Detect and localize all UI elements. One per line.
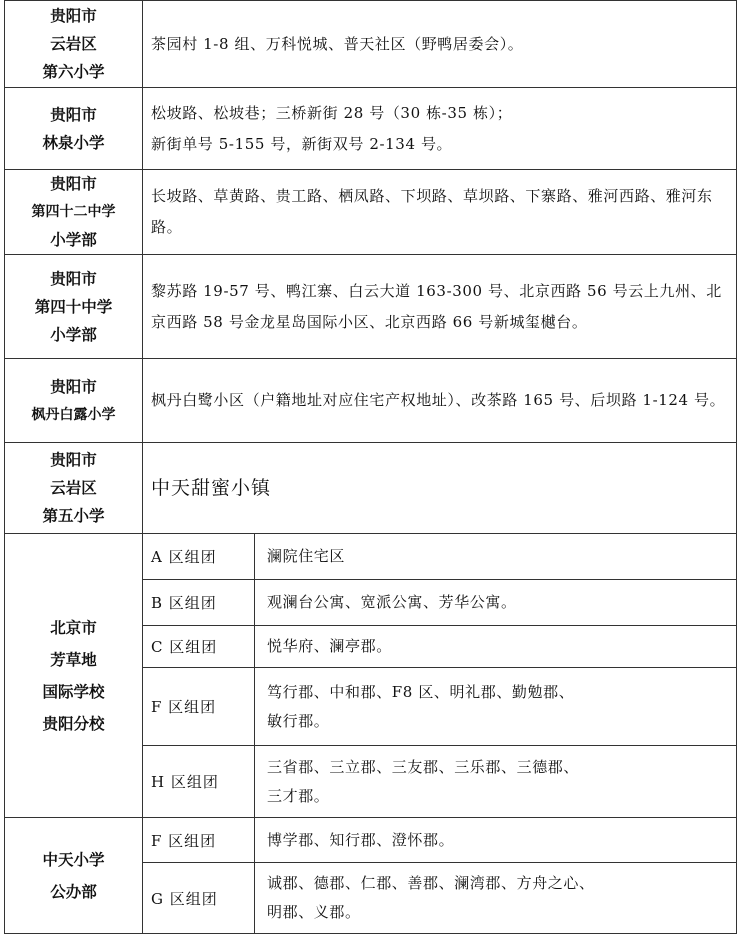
group-address-cell: 博学郡、知行郡、澄怀郡。 xyxy=(255,818,737,863)
address-cell: 中天甜蜜小镇 xyxy=(143,443,737,534)
school-name-line: 贵阳分校 xyxy=(42,714,105,733)
address-line: 敏行郡。 xyxy=(267,711,330,730)
school-name-line: 小学部 xyxy=(50,325,97,344)
group-address-cell: 澜院住宅区 xyxy=(255,534,737,580)
table-row xyxy=(5,534,737,580)
group-name-cell: B 区组团 xyxy=(143,580,255,626)
address-line: 诚郡、德郡、仁郡、善郡、澜湾郡、方舟之心、 xyxy=(267,874,595,892)
group-name-cell: F 区组团 xyxy=(143,818,255,863)
group-name-cell: C 区组团 xyxy=(143,626,255,668)
school-name-cell xyxy=(5,359,143,443)
table-row xyxy=(5,1,737,88)
group-address-cell xyxy=(255,746,737,818)
group-name-cell: H 区组团 xyxy=(143,746,255,818)
school-name-cell xyxy=(5,1,143,88)
table-row xyxy=(5,255,737,359)
group-name-cell: A 区组团 xyxy=(143,534,255,580)
school-name-line: 公办部 xyxy=(50,882,97,901)
address-line: 松坡路、松坡巷；三桥新街 28 号（30 栋-35 栋）； xyxy=(151,103,513,122)
school-name-line: 芳草地 xyxy=(50,650,97,669)
table-row xyxy=(5,88,737,170)
school-name-cell xyxy=(5,818,143,934)
group-address-cell xyxy=(255,668,737,746)
group-address-cell: 观澜台公寓、宽派公寓、芳华公寓。 xyxy=(255,580,737,626)
school-name-line: 贵阳市 xyxy=(50,175,97,193)
school-name-line: 贵阳市 xyxy=(50,105,97,124)
school-name-cell xyxy=(5,534,143,818)
school-name-line: 第五小学 xyxy=(42,507,105,525)
school-name-line: 贵阳市 xyxy=(50,7,97,25)
school-name-line: 云岩区 xyxy=(50,35,97,53)
table-row xyxy=(5,170,737,255)
table-row xyxy=(5,443,737,534)
address-cell: 枫丹白鹭小区（户籍地址对应住宅产权地址）、改茶路 165 号、后坝路 1-124 号。 xyxy=(143,359,737,443)
school-name-line: 林泉小学 xyxy=(42,133,105,152)
school-name-cell xyxy=(5,255,143,359)
group-address-cell xyxy=(255,863,737,934)
group-name-cell: F 区组团 xyxy=(143,668,255,746)
school-name-line: 中天小学 xyxy=(42,850,105,869)
address-cell xyxy=(143,88,737,170)
address-cell: 茶园村 1-8 组、万科悦城、普天社区（野鸭居委会）。 xyxy=(143,1,737,88)
address-line: 三才郡。 xyxy=(267,786,330,805)
school-name-line: 国际学校 xyxy=(42,682,105,701)
school-name-line: 小学部 xyxy=(50,231,97,249)
school-name-cell xyxy=(5,443,143,534)
school-name-line: 第六小学 xyxy=(42,63,105,81)
address-line: 笃行郡、中和郡、F8 区、明礼郡、勤勉郡、 xyxy=(267,682,575,701)
address-line: 三省郡、三立郡、三友郡、三乐郡、三德郡、 xyxy=(267,757,580,776)
table-row xyxy=(5,818,737,863)
school-name-line: 北京市 xyxy=(50,618,97,637)
table-row xyxy=(5,359,737,443)
group-name-cell: G 区组团 xyxy=(143,863,255,934)
address-line: 明郡、义郡。 xyxy=(267,903,361,921)
address-line: 新街单号 5-155 号，新街双号 2-134 号。 xyxy=(151,134,453,153)
school-name-line: 第四十中学 xyxy=(34,297,113,316)
school-name-line: 云岩区 xyxy=(50,479,97,497)
school-name-cell xyxy=(5,88,143,170)
school-name-line: 贵阳市 xyxy=(50,451,97,469)
school-name-line: 枫丹白露小学 xyxy=(31,406,116,423)
school-name-line: 第四十二中学 xyxy=(31,204,116,220)
group-address-cell: 悦华府、澜亭郡。 xyxy=(255,626,737,668)
school-name-line: 贵阳市 xyxy=(50,377,97,396)
school-district-table xyxy=(4,0,737,934)
school-name-cell xyxy=(5,170,143,255)
school-name-line: 贵阳市 xyxy=(50,269,97,288)
address-cell: 长坡路、草黄路、贵工路、栖凤路、下坝路、草坝路、下寨路、雅河西路、雅河东路。 xyxy=(143,170,737,255)
address-cell: 黎苏路 19-57 号、鸭江寨、白云大道 163-300 号、北京西路 56 号云上九州、北京西路 58 号金龙星岛国际小区、北京西路 66 号新城玺樾台。 xyxy=(143,255,737,359)
